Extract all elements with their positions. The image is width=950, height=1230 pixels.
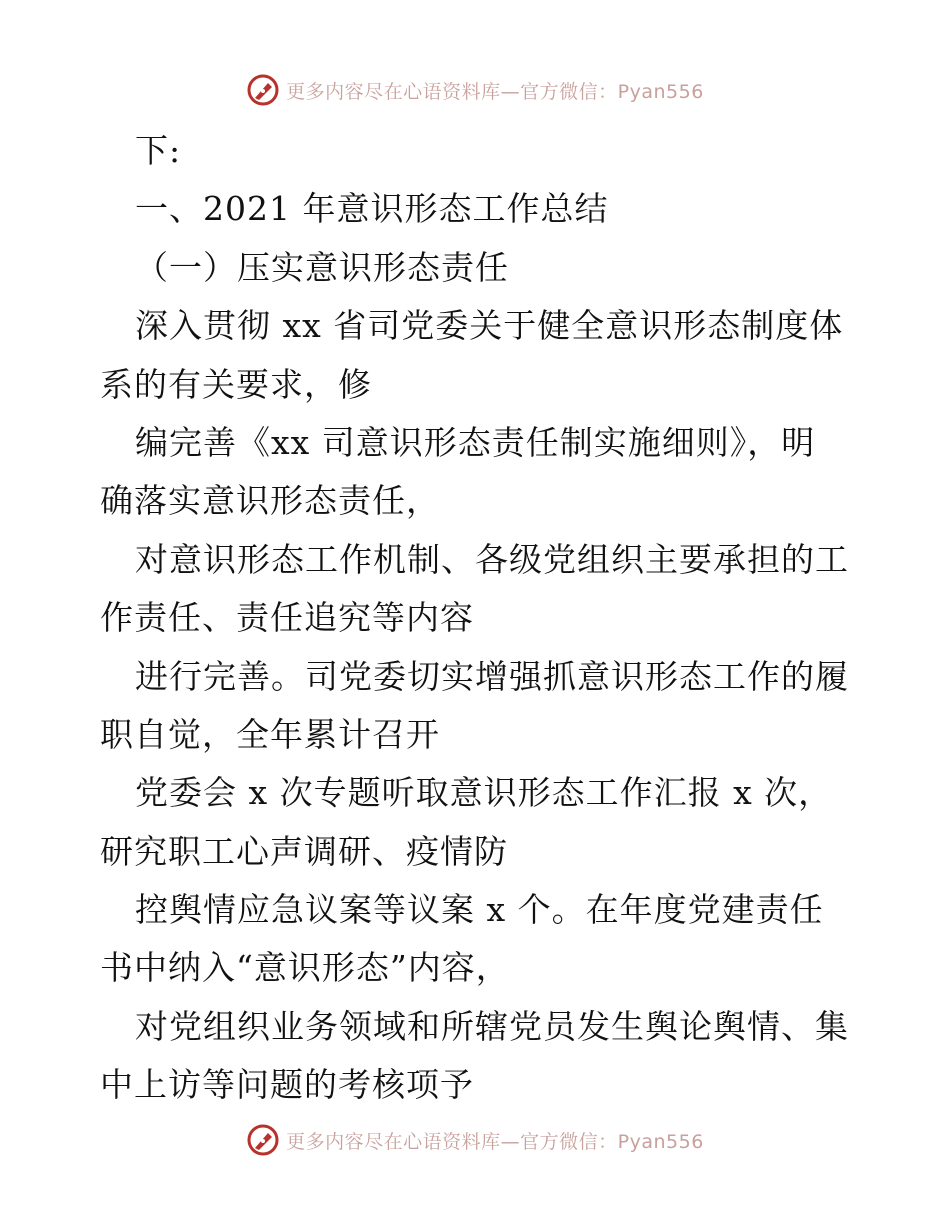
text-line: 中上访等问题的考核项予 bbox=[100, 1065, 474, 1105]
text-line: 对意识形态工作机制、各级党组织主要承担的工 bbox=[135, 539, 849, 579]
watermark-text: 更多内容尽在心语资料库—官方微信：Pyan556 bbox=[286, 80, 704, 103]
pen-nib-circle-icon bbox=[246, 73, 280, 107]
pen-nib-circle-icon bbox=[246, 1123, 280, 1157]
text-line: 编完善《xx 司意识形态责任制实施细则》，明 bbox=[135, 422, 816, 462]
text-line: 深入贯彻 xx 省司党委关于健全意识形态制度体 bbox=[135, 306, 844, 346]
watermark-footer bbox=[0, 1120, 950, 1160]
watermark-header bbox=[0, 70, 950, 110]
text-line: 下: bbox=[135, 131, 182, 170]
text-line: 对党组织业务领域和所辖党员发生舆论舆情、集 bbox=[135, 1006, 849, 1046]
text-line: 研究职工心声调研、疫情防 bbox=[100, 831, 508, 871]
text-line: 职自觉，全年累计召开 bbox=[100, 714, 440, 754]
watermark-text: 更多内容尽在心语资料库—官方微信：Pyan556 bbox=[286, 1130, 704, 1153]
text-line: 党委会 x 次专题听取意识形态工作汇报 x 次， bbox=[135, 773, 833, 813]
text-line: 确落实意识形态责任， bbox=[100, 481, 440, 521]
text-line: 系的有关要求，修 bbox=[100, 364, 372, 404]
text-line: 书中纳入“意识形态”内容， bbox=[100, 948, 510, 988]
text-line: 控舆情应急议案等议案 x 个。在年度党建责任 bbox=[135, 890, 824, 930]
text-line: （一）压实意识形态责任 bbox=[135, 247, 509, 287]
text-line: 一、2021 年意识形态工作总结 bbox=[135, 189, 609, 229]
document-body bbox=[100, 122, 860, 1115]
text-line: 进行完善。司党委切实增强抓意识形态工作的履 bbox=[135, 656, 849, 696]
text-line: 作责任、责任追究等内容 bbox=[100, 598, 474, 638]
